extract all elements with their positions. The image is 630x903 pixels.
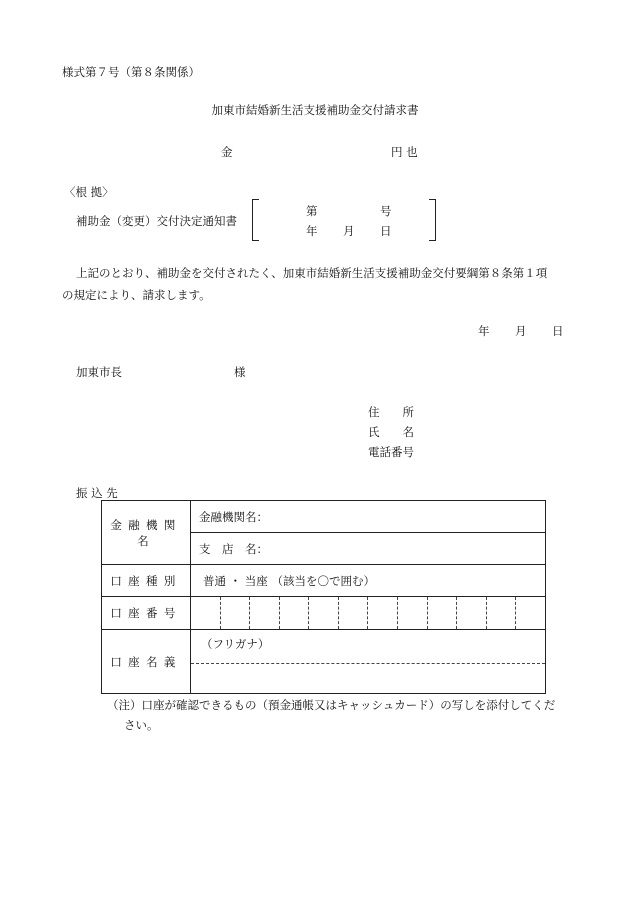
digit-cell[interactable] xyxy=(516,597,545,629)
account-holder-name-field[interactable] xyxy=(191,664,545,693)
page-title: 加東市結婚新生活支援補助金交付請求書 xyxy=(211,103,419,117)
digit-cell[interactable] xyxy=(191,597,221,629)
account-holder-field[interactable] xyxy=(191,630,546,694)
bracket-left xyxy=(252,199,259,241)
branch-name-field[interactable]: 支 店 名： xyxy=(191,533,546,565)
form-number: 様式第７号（第８条関係） xyxy=(62,65,200,79)
furigana-field[interactable]: （フリガナ） xyxy=(191,630,545,664)
basis-heading: 〈根 拠〉 xyxy=(64,185,114,199)
bracket-right xyxy=(429,199,436,241)
body-text-line2: の規定により、請求します。 xyxy=(62,288,211,302)
applicant-phone-label: 電話番号 xyxy=(368,445,414,459)
account-number-label: 口座番号 xyxy=(102,597,191,630)
date-month: 月 xyxy=(515,324,527,338)
amount-prefix: 金 xyxy=(221,145,233,159)
date-year: 年 xyxy=(478,324,490,338)
note-line2: さい。 xyxy=(124,718,159,732)
account-type-label: 口座種別 xyxy=(102,565,191,597)
applicant-address-label: 住 所 xyxy=(368,405,414,419)
amount-suffix: 円 也 xyxy=(391,145,418,159)
bank-account-table xyxy=(101,500,546,694)
digit-cell[interactable] xyxy=(487,597,517,629)
digit-cell[interactable] xyxy=(309,597,339,629)
notice-number-suffix: 号 xyxy=(380,204,392,218)
transfer-heading: 振 込 先 xyxy=(76,486,118,500)
notice-day: 日 xyxy=(380,224,392,238)
body-text-line1: 上記のとおり、補助金を交付されたく、加東市結婚新生活支援補助金交付要綱第８条第１項 xyxy=(76,266,548,280)
digit-cell[interactable] xyxy=(339,597,369,629)
digit-cell[interactable] xyxy=(368,597,398,629)
bank-name-field[interactable]: 金融機関名： xyxy=(191,501,546,533)
notice-month: 月 xyxy=(343,224,355,238)
digit-cell[interactable] xyxy=(221,597,251,629)
digit-cell[interactable] xyxy=(457,597,487,629)
note-line1: （注）口座が確認できるもの（預金通帳又はキャッシュカード）の写しを添付してくだ xyxy=(107,698,556,712)
bank-name-label: 金融機関名 xyxy=(102,501,191,565)
addressee-honorific: 様 xyxy=(234,365,246,379)
applicant-name-label: 氏 名 xyxy=(368,425,414,439)
notice-year: 年 xyxy=(306,224,318,238)
digit-cell[interactable] xyxy=(280,597,310,629)
date-day: 日 xyxy=(552,324,564,338)
account-type-field[interactable]: 普通 ・ 当座 （該当を〇で囲む） xyxy=(191,565,546,597)
account-holder-label: 口座名義 xyxy=(102,630,191,694)
basis-label: 補助金（変更）交付決定通知書 xyxy=(76,214,237,228)
digit-cell[interactable] xyxy=(250,597,280,629)
digit-cell[interactable] xyxy=(428,597,458,629)
account-number-field[interactable] xyxy=(191,597,546,630)
notice-number-prefix: 第 xyxy=(306,204,318,218)
addressee-name: 加東市長 xyxy=(76,365,122,379)
digit-cell[interactable] xyxy=(398,597,428,629)
